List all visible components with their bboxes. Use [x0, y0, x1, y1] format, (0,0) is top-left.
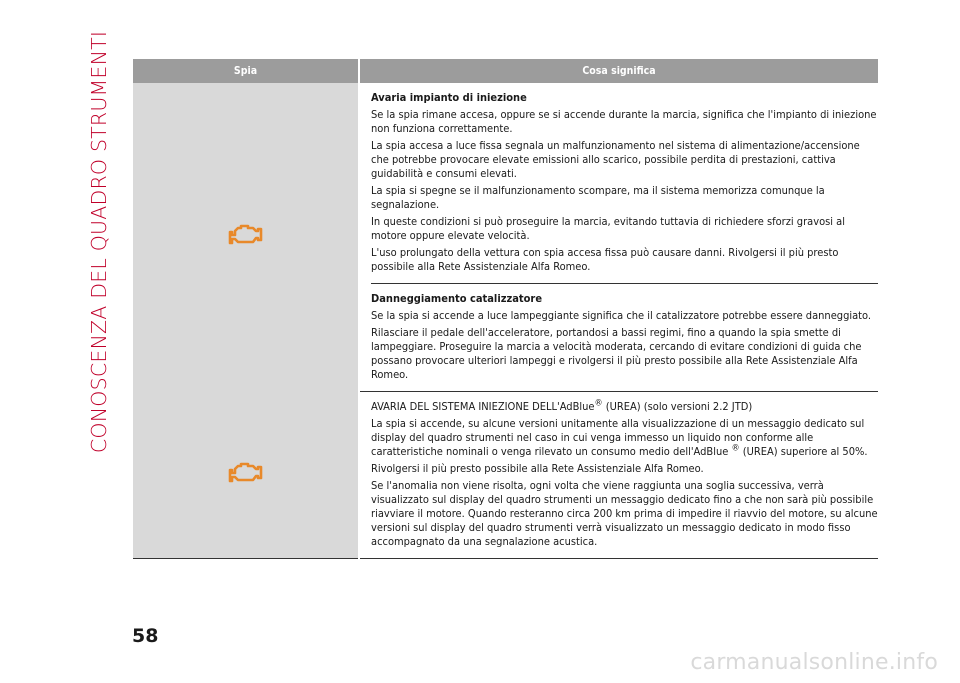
block-title: Avaria impianto di iniezione [371, 91, 527, 104]
description-block [371, 83, 878, 283]
icon-cell [133, 83, 359, 392]
page-number: 58 [132, 625, 159, 647]
text-part: La spia si accende, su alcune versioni unitamente alla visualizzazione di un messaggio dedicato sul display del quadro strumenti nel caso in cui venga immesso un liquido non conforme alle caratteristiche nominali o venga rilevato un consumo medio dell'AdBlue [371, 417, 865, 458]
engine-check-icon [228, 461, 264, 489]
title-part: (UREA) (solo versioni 2.2 JTD) [602, 400, 753, 413]
description-cell [359, 392, 878, 559]
paragraph: L'uso prolungato della vettura con spia accesa fissa può causare danni. Rivolgersi il più presto possibile alla Rete Assistenziale Alfa Romeo. [371, 246, 839, 273]
section-title-text: CONOSCENZA DEL QUADRO STRUMENTI [87, 30, 112, 454]
icon-cell [133, 392, 359, 559]
paragraph: Se la spia rimane accesa, oppure se si accende durante la marcia, significa che l'impianto di iniezione non funziona correttamente. [371, 108, 877, 135]
table-row [133, 83, 878, 392]
paragraph [371, 417, 878, 459]
paragraph: La spia si spegne se il malfunzionamento scompare, ma il sistema memorizza comunque la segnalazione. [371, 184, 825, 211]
table-header-row [133, 59, 878, 83]
warning-light-table [133, 59, 878, 559]
paragraph: Se l'anomalia non viene risolta, ogni volta che viene raggiunta una soglia successiva, verrà visualizzato sul display del quadro strumenti un messaggio dedicato fino a che non sarà più possibile riavviare il motore. Quando resteranno circa 200 km prima di impedire il riavvio del motore, su alcune versioni sul display del quadro strumenti verrà visualizzato un messaggio dedicato in modo fisso accompagnato da una segnalazione acustica. [371, 479, 878, 548]
section-title [84, 30, 114, 454]
title-part: AVARIA DEL SISTEMA INIEZIONE DELL'AdBlue [371, 400, 595, 413]
description-block [371, 283, 878, 391]
description-cell [359, 83, 878, 392]
watermark: carmanualsonline.info [690, 650, 938, 675]
header-cosa-significa: Cosa significa [359, 59, 878, 83]
registered-mark: ® [594, 398, 603, 409]
text-part: (UREA) superiore al 50%. [739, 445, 868, 458]
paragraph: Se la spia si accende a luce lampeggiante significa che il catalizzatore potrebbe essere danneggiato. [371, 309, 872, 322]
block-title: Danneggiamento catalizzatore [371, 292, 543, 305]
engine-check-icon [228, 223, 264, 251]
paragraph: La spia accesa a luce fissa segnala un malfunzionamento nel sistema di alimentazione/accensione che potrebbe provocare elevate emissioni allo scarico, possibile perdita di prestazioni, cattiva guidabilità e consumi elevati. [371, 139, 860, 180]
paragraph: In queste condizioni si può proseguire la marcia, evitando tuttavia di richiedere sforzi gravosi al motore oppure elevate velocità. [371, 215, 845, 242]
paragraph: Rilasciare il pedale dell'acceleratore, portandosi a bassi regimi, fino a quando la spia smette di lampeggiare. Proseguire la marcia a velocità moderata, cercando di evitare condizioni di guida che possano provocare ulteriori lampeggi e rivolgersi il più presto possibile alla Rete Assistenziale Alfa Romeo. [371, 326, 862, 381]
header-spia: Spia [133, 59, 359, 83]
description-block [371, 392, 878, 558]
paragraph: Rivolgersi il più presto possibile alla Rete Assistenziale Alfa Romeo. [371, 462, 704, 475]
table-row [133, 392, 878, 559]
registered-mark: ® [731, 443, 740, 454]
block-title [371, 400, 878, 414]
